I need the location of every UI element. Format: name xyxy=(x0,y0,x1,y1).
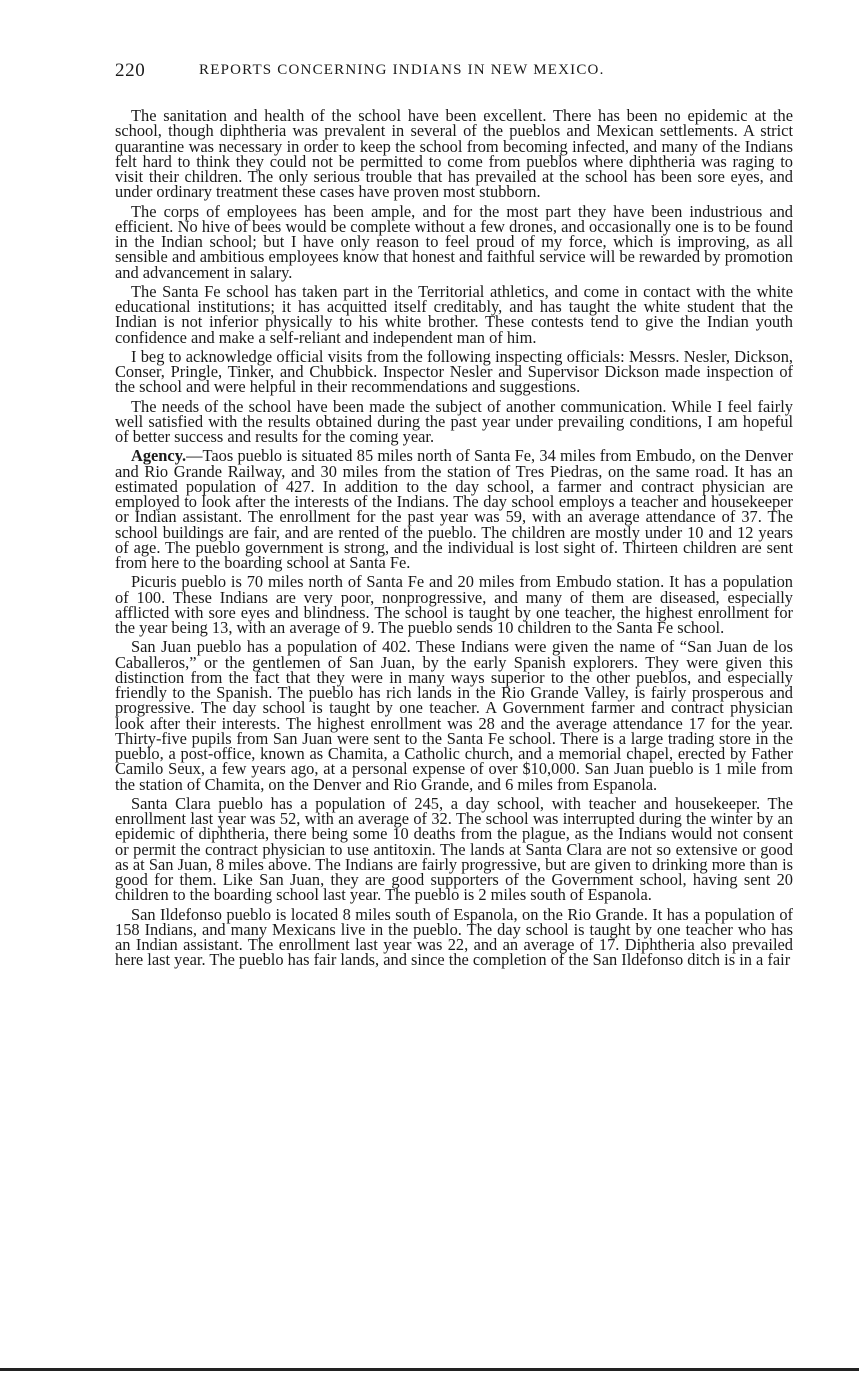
paragraph-san-juan: San Juan pueblo has a population of 402. These Indians were given the name of “San Juan de los Caballeros,” or the gentlemen of San Juan, by the early Spanish explorers. They were given this distinction from the fact that they were in many ways superior to the other pueblos, and especially friendly to the Spanish. The pueblo has rich lands in the Rio Grande Valley, is fairly prosperous and progressive. The day school is taught by one teacher. A Government farmer and contract physician look after their interests. The highest enrollment was 28 and the average attendance 17 for the year. Thirty-five pupils from San Juan were sent to the Santa Fe school. There is a large trading store in the pueblo, a post-office, known as Chamita, a Catholic church, and a memorial chapel, erected by Father Camilo Seux, a few years ago, at a personal expense of over $10,000. San Juan pueblo is 1 mile from the station of Chamita, on the Denver and Rio Grande, and 6 miles from Espanola. xyxy=(115,637,793,794)
paragraph-santa-clara: Santa Clara pueblo has a population of 245, a day school, with teacher and housekeeper. The enrollment last year was 52, with an average of 32. The school was interrupted during the winter by an epidemic of diphtheria, there being some 10 deaths from the plague, as the Indians would not consent or permit the contract physician to use antitoxin. The lands at Santa Clara are not so extensive or good as at San Juan, 8 miles above. The Indians are fairly progressive, but are given to drinking more than is good for them. Like San Juan, they are good supporters of the Government school, having sent 20 children to the boarding school last year. The pueblo is 2 miles south of Espanola. xyxy=(115,793,793,905)
bottom-rule xyxy=(0,1368,859,1371)
paragraph-san-ildefonso: San Ildefonso pueblo is located 8 miles south of Espanola, on the Rio Grande. It has a population of 158 Indians, and many Mexicans live in the pueblo. The day school is taught by one teacher who has an Indian assistant. The enrollment last year was 22, and an average of 17. Diphtheria also prevailed here last year. The pueblo has fair lands, and since the completion of the San Ildefonso ditch is in a fair xyxy=(115,904,793,970)
page-header xyxy=(115,60,795,86)
paragraph-agency-taos: Agency.—Taos pueblo is situated 85 miles north of Santa Fe, 34 miles from Embudo, on the Denver and Rio Grande Railway, and 30 miles from the station of Tres Piedras, on the same road. It has an estimated population of 427. In addition to the day school, a farmer and contract physician are employed to look after the interests of the Indians. The day school employs a teacher and housekeeper or Indian assistant. The enrollment for the past year was 59, with an average attendance of 37. The school buildings are fair, and are rented of the pueblo. The children are mostly under 10 and 12 years of age. The pueblo government is strong, and the individual is lost sight of. Thirteen children are sent from here to the boarding school at Santa Fe. xyxy=(115,446,793,572)
paragraph-sanitation: The sanitation and health of the school have been excellent. There has been no epidemic at the school, though diphtheria was prevalent in several of the pueblos and Mexican settlements. A strict quarantine was necessary in order to keep the school from becoming infected, and many of the Indians felt hard to think they could not be permitted to come from pueblos where diphtheria was raging to visit their children. The only serious trouble that has prevailed at the school has been sore eyes, and under ordinary treatment these cases have proven most stubborn. xyxy=(115,106,793,202)
paragraph-athletics: The Santa Fe school has taken part in the Territorial athletics, and come in contact with the white educational institutions; it has acquitted itself creditably, and has taught the white student that the Indian is not inferior physically to his white brother. These contests tend to give the Indian youth confidence and make a self-reliant and independent man of him. xyxy=(115,281,793,347)
running-title: REPORTS CONCERNING INDIANS IN NEW MEXICO. xyxy=(199,62,605,78)
paragraph-lead: Agency. xyxy=(131,446,187,466)
paragraph-employees: The corps of employees has been ample, and for the most part they have been industrious and efficient. No hive of bees would be complete without a few drones, and occasionally one is to be found in the Indian school; but I have only reason to feel proud of my force, which is improving, as all sensible and ambitious employees know that honest and faithful service will be rewarded by promotion and advancement in salary. xyxy=(115,201,793,282)
body-text xyxy=(115,108,793,972)
paragraph-picuris: Picuris pueblo is 70 miles north of Santa Fe and 20 miles from Embudo station. It has a population of 100. These Indians are very poor, nonprogressive, and many of them are diseased, especially afflicted with sore eyes and blindness. The school is taught by one teacher, the highest enrollment for the year being 13, with an average of 9. The pueblo sends 10 children to the Santa Fe school. xyxy=(115,572,793,637)
page-number: 220 xyxy=(115,60,146,81)
paragraph-official-visits: I beg to acknowledge official visits from the following inspecting officials: Messrs. Nesler, Dickson, Conser, Pringle, Tinker, and Chubbick. Inspector Nesler and Supervisor Dickson made inspection of the school and were helpful in their recommendations and suggestions. xyxy=(115,346,793,397)
paragraph-school-needs: The needs of the school have been made the subject of another communication. While I feel fairly well satisfied with the results obtained during the past year under prevailing conditions, I am hopeful of better success and results for the coming year. xyxy=(115,396,793,446)
